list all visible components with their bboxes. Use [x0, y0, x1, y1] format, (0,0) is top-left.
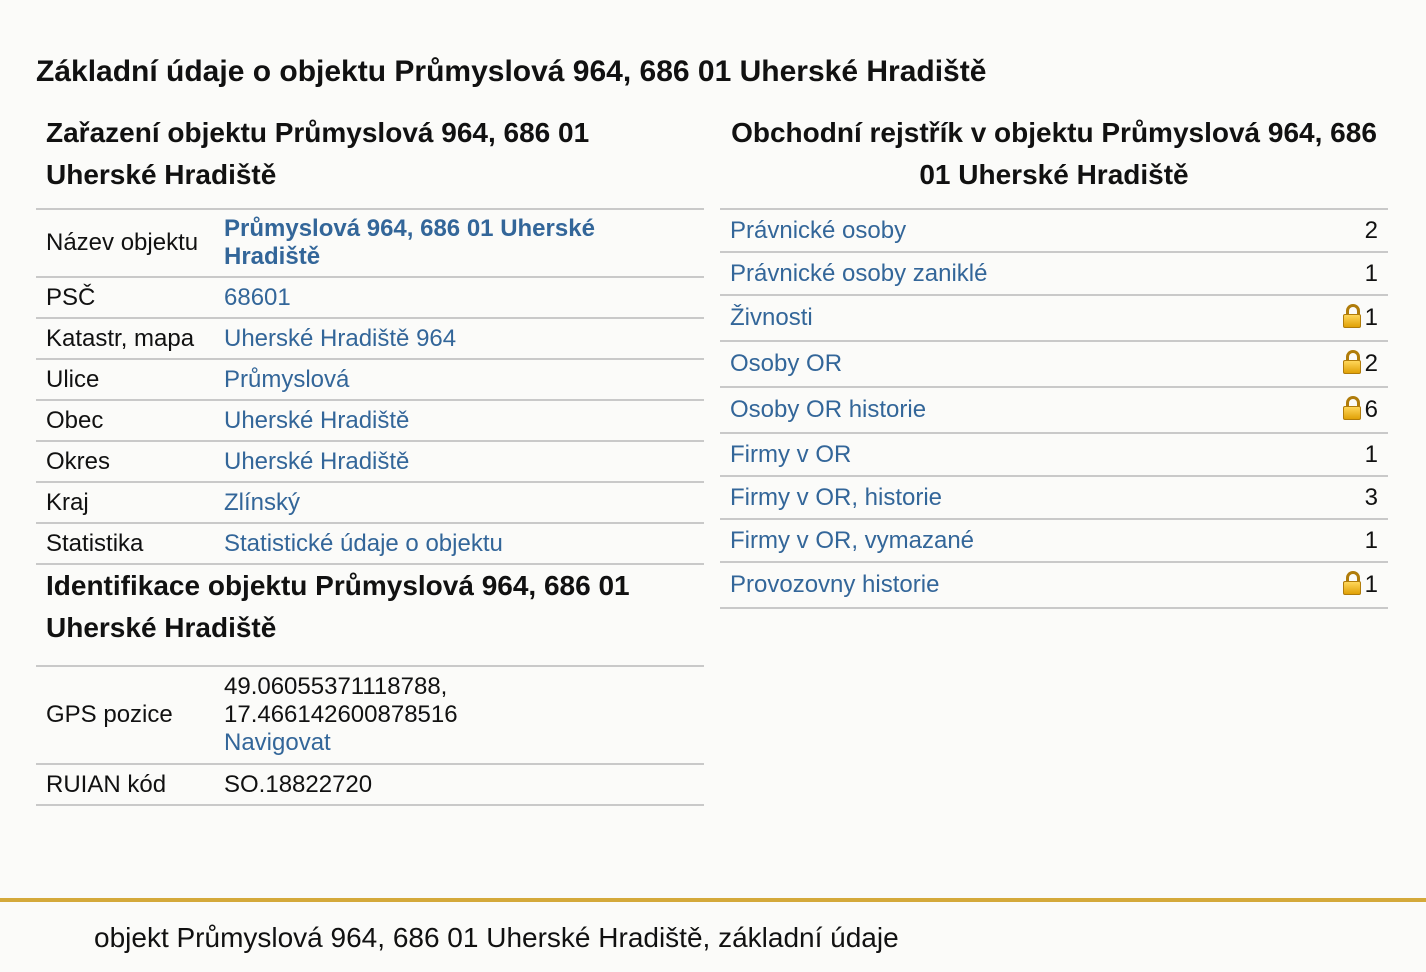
table-row: [720, 476, 1388, 519]
table-row: [36, 523, 704, 564]
row-label: Statistika: [36, 523, 214, 564]
register-link-trade-licenses[interactable]: Živnosti: [730, 304, 813, 331]
register-title: Obchodní rejstřík v objektu Průmyslová 964, 686 01 Uherské Hradiště: [731, 117, 1377, 190]
gps-label: GPS pozice: [36, 666, 214, 764]
register-link-persons-or-history[interactable]: Osoby OR historie: [730, 396, 927, 423]
register-count: 1: [1364, 571, 1378, 598]
table-row: [720, 252, 1388, 295]
table-row: [720, 562, 1388, 608]
navigate-link[interactable]: Navigovat: [224, 729, 331, 756]
table-row: [36, 666, 704, 764]
right-column: [720, 112, 1388, 609]
table-row: [36, 209, 704, 277]
row-label: Kraj: [36, 482, 214, 523]
street-link[interactable]: Průmyslová: [224, 365, 350, 393]
table-row: [36, 277, 704, 318]
gps-longitude: 17.466142600878516: [224, 701, 458, 728]
left-column: [36, 112, 704, 806]
row-label: Katastr, mapa: [36, 318, 214, 359]
register-count: 1: [1364, 304, 1378, 331]
table-row: [36, 441, 704, 482]
identification-title: Identifikace objektu Průmyslová 964, 686 01 Uherské Hradiště: [46, 570, 630, 643]
row-label: Název objektu: [36, 209, 214, 277]
register-count: 1: [1278, 252, 1388, 295]
table-row: [720, 433, 1388, 476]
register-count: 1: [1278, 433, 1388, 476]
table-row: [36, 400, 704, 441]
region-link[interactable]: Zlínský: [224, 488, 301, 516]
cadastre-link[interactable]: Uherské Hradiště 964: [224, 324, 457, 352]
register-count: 2: [1364, 350, 1378, 377]
table-row: [36, 359, 704, 400]
lock-icon: [1343, 350, 1361, 374]
page-title: Základní údaje o objektu Průmyslová 964, 686 01 Uherské Hradiště: [36, 55, 987, 88]
ruian-label: RUIAN kód: [36, 764, 214, 805]
table-row: [720, 295, 1388, 341]
table-row: [36, 764, 704, 805]
register-link-legal-entities[interactable]: Právnické osoby: [730, 216, 907, 244]
object-name-link[interactable]: Průmyslová 964, 686 01 Uherské Hradiště: [224, 215, 595, 270]
footer-text: objekt Průmyslová 964, 686 01 Uherské Hradiště, základní údaje: [94, 922, 899, 953]
table-row: [36, 318, 704, 359]
table-row: [720, 387, 1388, 433]
lock-icon: [1343, 571, 1361, 595]
statistics-link[interactable]: Statistické údaje o objektu: [224, 529, 503, 557]
register-link-persons-or[interactable]: Osoby OR: [730, 350, 843, 377]
register-link-establishments-history[interactable]: Provozovny historie: [730, 571, 940, 598]
table-row: [36, 482, 704, 523]
table-row: [720, 209, 1388, 252]
lock-icon: [1343, 304, 1361, 328]
register-count: 2: [1278, 209, 1388, 252]
classification-title: Zařazení objektu Průmyslová 964, 686 01 Uherské Hradiště: [46, 117, 590, 190]
district-link[interactable]: Uherské Hradiště: [224, 447, 410, 475]
register-link-companies-or-history[interactable]: Firmy v OR, historie: [730, 483, 943, 511]
row-label: PSČ: [36, 277, 214, 318]
table-row: [720, 341, 1388, 387]
lock-icon: [1343, 396, 1361, 420]
register-count: 6: [1364, 396, 1378, 423]
ruian-value: SO.18822720: [214, 764, 704, 805]
classification-table: [36, 208, 704, 565]
register-link-defunct-legal-entities[interactable]: Právnické osoby zaniklé: [730, 259, 988, 287]
register-count: 3: [1278, 476, 1388, 519]
row-label: Ulice: [36, 359, 214, 400]
gps-value: [214, 666, 704, 764]
register-count: 1: [1278, 519, 1388, 562]
register-table: [720, 208, 1388, 609]
footer-divider: [0, 898, 1426, 902]
municipality-link[interactable]: Uherské Hradiště: [224, 406, 410, 434]
register-link-companies-or[interactable]: Firmy v OR: [730, 440, 852, 468]
psc-link[interactable]: 68601: [224, 283, 291, 311]
register-link-companies-or-deleted[interactable]: Firmy v OR, vymazané: [730, 526, 975, 554]
table-row: [720, 519, 1388, 562]
row-label: Obec: [36, 400, 214, 441]
row-label: Okres: [36, 441, 214, 482]
gps-latitude: 49.06055371118788,: [224, 673, 448, 700]
identification-table: [36, 665, 704, 806]
